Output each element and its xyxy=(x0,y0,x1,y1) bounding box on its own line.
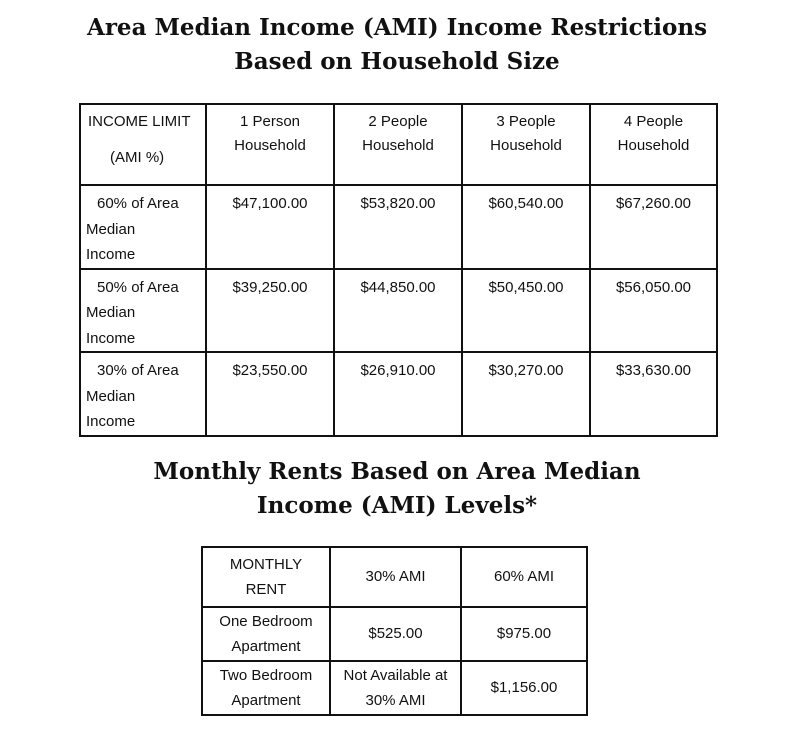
income-value-cell: $47,100.00 xyxy=(206,185,334,269)
column-header-line: Household xyxy=(362,137,434,154)
title-line-2: Based on Household Size xyxy=(234,48,560,75)
monthly-rent-table xyxy=(201,546,588,716)
income-value-cell: $67,260.00 xyxy=(590,185,717,269)
row-label-line: 30% of Area xyxy=(97,362,179,379)
ami-percent-label: (AMI %) xyxy=(110,149,165,166)
row-label-line: Apartment xyxy=(231,692,301,709)
income-value-cell: $60,540.00 xyxy=(462,185,590,269)
ami-30-header: 30% AMI xyxy=(330,547,461,607)
rent-value: $525.00 xyxy=(368,625,423,643)
column-header-line: Household xyxy=(490,137,562,154)
column-header-3-people xyxy=(462,104,590,185)
row-label-50-ami xyxy=(80,269,206,353)
column-header-2-people xyxy=(334,104,462,185)
rent-value-line: 30% AMI xyxy=(365,692,426,709)
row-label-line: Income xyxy=(86,413,136,430)
table-header-row xyxy=(80,104,717,185)
income-limit-table xyxy=(79,103,718,437)
header-line: RENT xyxy=(245,581,287,598)
income-value-cell: $56,050.00 xyxy=(590,269,717,353)
table-row-60-ami xyxy=(80,185,717,269)
column-header-line: 1 Person xyxy=(239,113,301,130)
income-value-cell: $50,450.00 xyxy=(462,269,590,353)
rent-row-two-bedroom xyxy=(202,661,587,715)
row-label-line: Apartment xyxy=(231,638,301,655)
column-header-line: Household xyxy=(234,137,306,154)
income-limit-header-cell xyxy=(80,104,206,185)
column-header-4-people xyxy=(590,104,717,185)
income-value-cell: $33,630.00 xyxy=(590,352,717,436)
row-label-line: Median xyxy=(86,304,136,321)
income-value-cell: $53,820.00 xyxy=(334,185,462,269)
row-label-line: Income xyxy=(86,246,136,263)
income-value-cell: $39,250.00 xyxy=(206,269,334,353)
row-label-60-ami xyxy=(80,185,206,269)
income-value-cell: $44,850.00 xyxy=(334,269,462,353)
table-row-30-ami xyxy=(80,352,717,436)
income-value-cell: $23,550.00 xyxy=(206,352,334,436)
row-label-line: 50% of Area xyxy=(97,278,179,296)
table-row-50-ami xyxy=(80,269,717,353)
row-label-line: Two Bedroom xyxy=(219,666,313,684)
rent-value-cell: $975.00 xyxy=(461,607,587,661)
rent-value-line: Not Available at xyxy=(343,666,448,684)
title-line-2: Income (AMI) Levels* xyxy=(256,492,538,519)
rent-row-one-bedroom xyxy=(202,607,587,661)
row-label-one-bedroom xyxy=(202,607,330,661)
column-header-1-person xyxy=(206,104,334,185)
column-header-line: 4 People xyxy=(623,113,684,130)
row-label-30-ami xyxy=(80,352,206,436)
income-value-cell: $30,270.00 xyxy=(462,352,590,436)
column-header-line: 2 People xyxy=(368,113,428,130)
row-label-line: One Bedroom xyxy=(219,612,313,630)
ami-60-header: 60% AMI xyxy=(461,547,587,607)
row-label-two-bedroom xyxy=(202,661,330,715)
income-restrictions-title xyxy=(0,11,794,79)
header-line: MONTHLY xyxy=(229,555,303,573)
row-label-line: Income xyxy=(86,329,136,347)
monthly-rent-header-cell xyxy=(202,547,330,607)
row-label-line: 60% of Area xyxy=(97,195,179,212)
rent-header-row xyxy=(202,547,587,607)
row-label-line: Median xyxy=(86,387,136,405)
row-label-line: Median xyxy=(86,220,136,238)
monthly-rents-title xyxy=(0,455,794,523)
income-limit-label: INCOME LIMIT xyxy=(88,113,191,130)
rent-value-cell xyxy=(330,661,461,715)
income-value-cell: $26,910.00 xyxy=(334,352,462,436)
title-line-1: Monthly Rents Based on Area Median xyxy=(153,458,641,485)
column-header-line: Household xyxy=(617,137,690,154)
column-header-line: 3 People xyxy=(496,113,556,130)
title-line-1: Area Median Income (AMI) Income Restrictions xyxy=(86,14,708,41)
rent-value-cell xyxy=(330,607,461,661)
rent-value-cell: $1,156.00 xyxy=(461,661,587,715)
